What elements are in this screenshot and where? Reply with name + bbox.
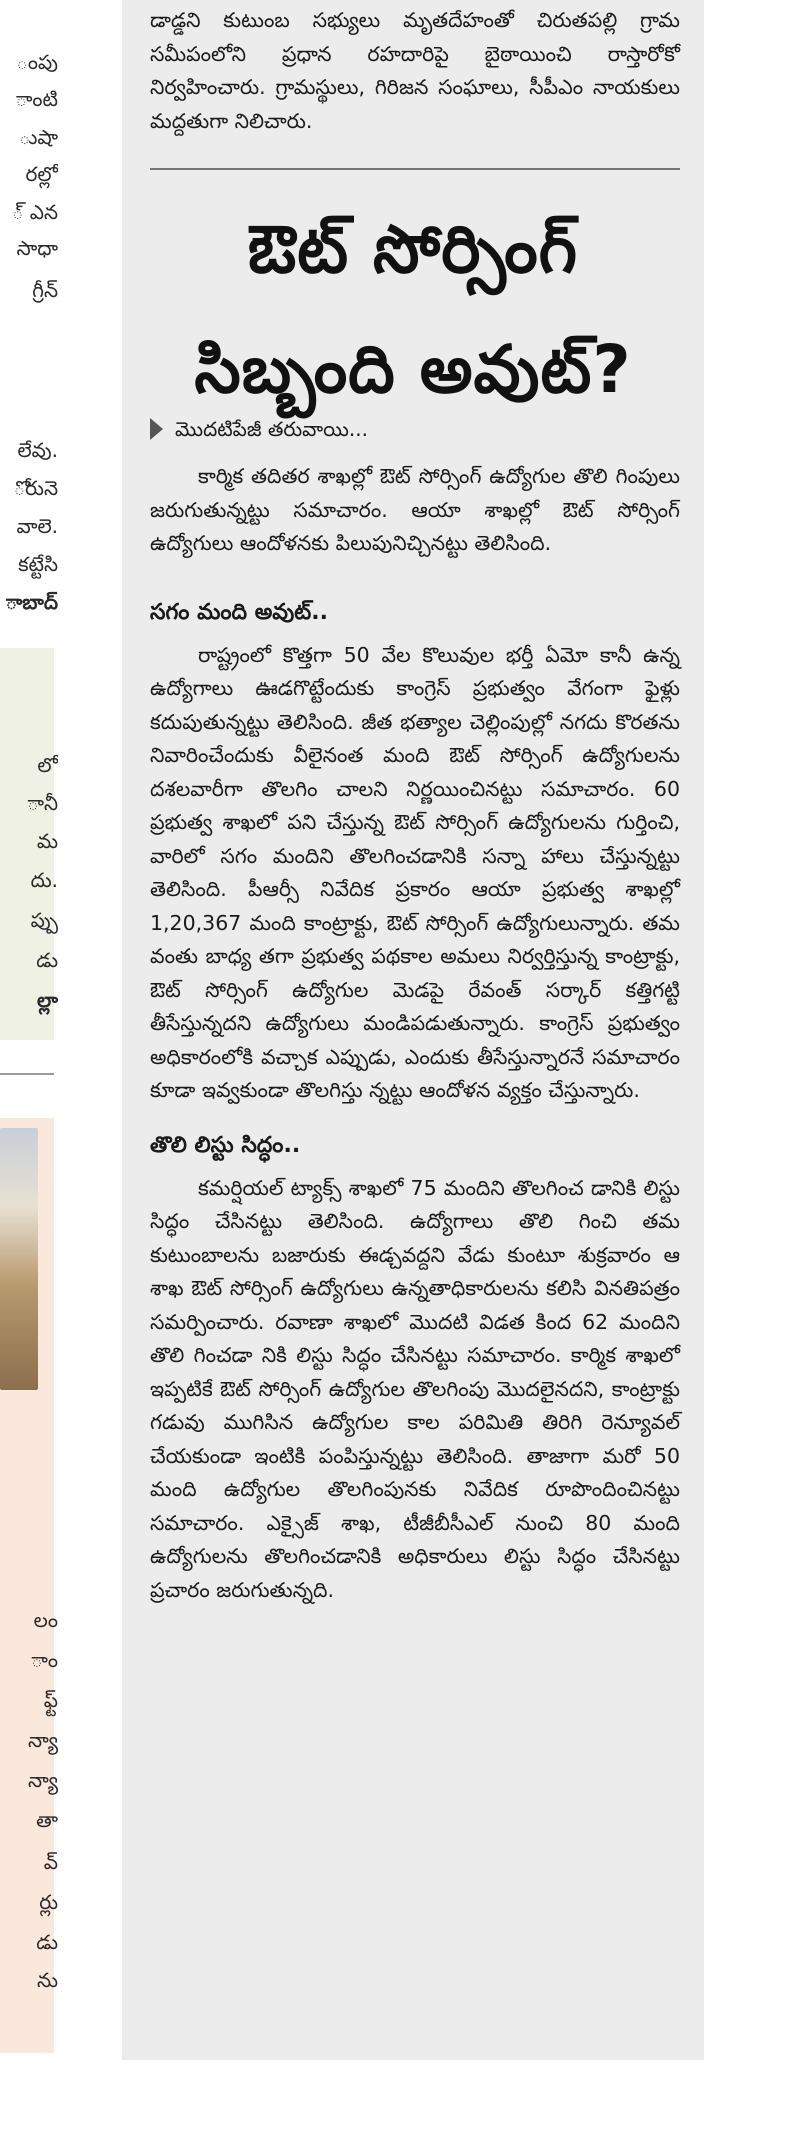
left-fragment: ంపు (16, 50, 58, 74)
paragraph-half-out: రాష్ట్రంలో కొత్తగా 50 వేల కొలువుల భర్తీ ఏమో కానీ ఉన్న ఉద్యోగాలు ఊడగొట్టేందుకు కాంగ్రెస్ ప్రభుత్వం వేగంగా ఫైళ్లు కదుపుతున్నట్టు తెలిసింది. జీత భత్యాల చెల్లింపుల్లో నగదు కొరతను నివారించేందుకు వీలైనంత మంది ఔట్ సోర్సింగ్ ఉద్యోగులను దశలవారీగా తొలగిం చాలని నిర్ణయించినట్టు సమాచారం. 60 ప్రభుత్వ శాఖలో పని చేస్తున్న ఔట్ సోర్సింగ్ ఉద్యోగులను గుర్తించి, వారిలో సగం మందిని తొలగించడానికి సన్నా హాలు చేస్తున్నట్టు తెలిసింది. పీఆర్సీ నివేదిక ప్రకారం ఆయా ప్రభుత్వ శాఖల్లో 1,20,367 మంది కాంట్రాక్టు, ఔట్ సోర్సింగ్ ఉద్యోగులున్నారు. తమ వంతు బాధ్య తగా ప్రభుత్వ పథకాల అమలు నిర్వర్తిస్తున్న కాంట్రాక్టు, ఔట్ సోర్సింగ్ ఉద్యోగుల మెడపై రేవంత్ సర్కార్ కత్తిగట్టి తీసేస్తున్నదని ఉద్యోగులు మండిపడుతున్నారు. కాంగ్రెస్ ప్రభుత్వం అధికారంలోకి వచ్చాక ఎప్పుడు, ఎందుకు తీసేస్తున్నారనే సమాచారం కూడా ఇవ్వకుండా తొలగిస్తు న్నట్టు ఆందోళన వ్యక్తం చేస్తున్నారు. (150, 642, 680, 1102)
subhead-first-list: తొలి లిస్టు సిద్ధం.. (150, 1132, 301, 1158)
left-fragment: గ్రీన్ (32, 278, 58, 302)
left-fragment: ుషా (18, 125, 58, 149)
neighbour-photo (0, 1128, 38, 1390)
headline-line-1: ఔట్ సోర్సింగ్ (247, 211, 579, 288)
left-fragment: ను (37, 1968, 58, 1992)
left-fragment: వ్ (43, 1850, 58, 1874)
left-fragment: ోరునె (13, 476, 58, 500)
left-fragment (0, 640, 58, 680)
left-fragment: లో (37, 753, 58, 777)
continued-label: మొదటిపేజీ తరువాయి... (175, 417, 368, 441)
body (150, 460, 680, 1607)
left-fragment: ానీ (27, 791, 58, 815)
continued-marker (150, 412, 368, 446)
left-fragment: ాం (31, 1648, 58, 1672)
left-fragment: న్యా (28, 1768, 58, 1792)
top-paragraph-block (150, 4, 680, 138)
left-fragment: ర్లు (39, 1890, 58, 1914)
paragraph-first-list: కమర్షియల్ ట్యాక్స్ శాఖలో 75 మందిని తొలగించ డానికి లిస్టు సిద్ధం చేసినట్టు తెలిసింది. ఉద్యోగాలు తొలి గించి తమ కుటుంబాలను బజారుకు ఈడ్చవద్దని వేడు కుంటూ శుక్రవారం ఆ శాఖ ఔట్ సోర్సింగ్ ఉద్యోగులు ఉన్నతాధికారులను కలిసి వినతిపత్రం సమర్పించారు. రవాణా శాఖలో మొదటి విడత కింద 62 మందిని తొలి గించడా నికి లిస్టు సిద్ధం చేసినట్టు సమాచారం. కార్మిక శాఖలో ఇప్పటికే ఔట్ సోర్సింగ్ ఉద్యోగుల తొలగింపు మొదలైనదని, కాంట్రాక్టు గడువు ముగిసిన ఉద్యోగుల కాల పరిమితి తిరిగి రెన్యూవల్ చేయకుండా ఇంటికి పంపిస్తున్నట్టు తెలిసింది. తాజాగా మరో 50 మంది ఉద్యోగుల తొలగింపునకు నివేదిక రూపొందించినట్టు సమాచారం. ఎక్సైజ్ శాఖ, టీజీబీసీఎల్ నుంచి 80 మంది ఉద్యోగులను తొలగించడానికి అధికారులు లిస్టు సిద్ధం చేసినట్టు ప్రచారం జరుగుతున్నది. (150, 1175, 680, 1602)
left-fragment: ాబాద్ (5, 590, 58, 614)
left-fragment: డు (36, 1930, 58, 1954)
left-fragment: ల్లా (37, 988, 58, 1012)
left-fragment: డు (36, 948, 58, 972)
left-fragment: ప్పు (30, 908, 58, 932)
left-fragment: లేవు. (17, 438, 58, 462)
left-fragment: వాలె. (16, 514, 58, 538)
headline-line-2: సిబ్బంది అవుట్? (194, 331, 632, 408)
triangle-arrow-icon (150, 418, 163, 440)
left-fragment: మ (36, 829, 58, 853)
neighbour-divider (0, 1073, 54, 1075)
left-fragment: కట్టేసి (18, 552, 58, 576)
left-fragment: రల్లో (25, 162, 58, 186)
left-fragment: న్యా (28, 1728, 58, 1752)
headline-rule (150, 168, 680, 170)
left-fragment: సాధా (16, 236, 58, 260)
left-fragment: ఫ్ట్ (43, 1688, 58, 1712)
top-paragraph: డాడ్డని కుటుంబ సభ్యులు మృతదేహంతో చిరుతపల్లి గ్రామ సమీపంలోని ప్రధాన రహదారిపై బైఠాయించి రాస్తారోకో నిర్వహించారు. గ్రామస్థులు, గిరిజన సంఘాలు, సీపీఎం నాయకులు మద్దతుగా నిలిచారు. (150, 8, 680, 133)
article-column (122, 0, 704, 2060)
left-fragment: లం (33, 1608, 58, 1632)
headline (122, 190, 704, 430)
subhead-half-out: సగం మంది అవుట్.. (150, 599, 328, 625)
intro-paragraph: కార్మిక తదితర శాఖల్లో ఔట్ సోర్సింగ్ ఉద్యోగుల తొలి గింపులు జరుగుతున్నట్టు సమాచారం. ఆయా శాఖల్లో ఔట్ సోర్సింగ్ ఉద్యోగులు ఆందోళనకు పిలుపునిచ్చినట్టు తెలిసింది. (150, 464, 680, 555)
left-fragment: ్ ఎన (11, 200, 58, 224)
left-fragment (0, 330, 58, 370)
left-fragment: ాంటి (15, 87, 58, 111)
left-fragment: దు. (30, 868, 58, 892)
left-fragment: తా (36, 1808, 58, 1832)
left-fragment (0, 1100, 58, 1140)
